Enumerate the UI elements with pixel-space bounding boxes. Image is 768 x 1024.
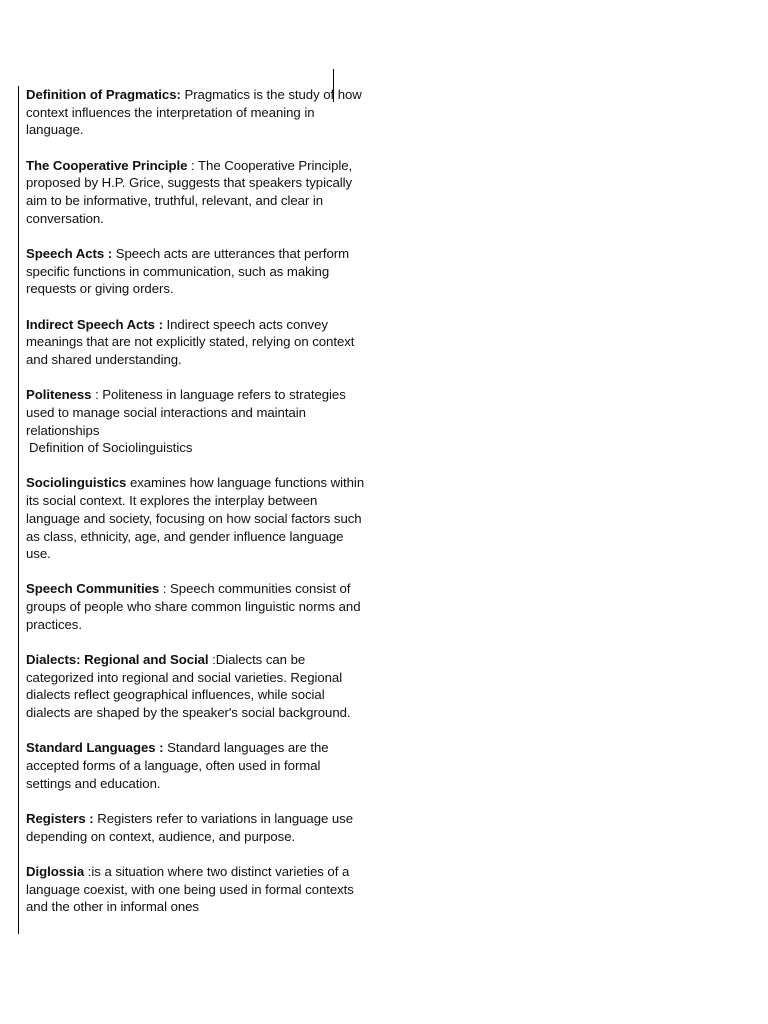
document-body[interactable] [26, 86, 366, 934]
term: Speech Acts : [26, 245, 113, 261]
term: Indirect Speech Acts : [26, 316, 163, 332]
entry-speech-communities [26, 580, 366, 633]
entry-standard-languages [26, 739, 366, 792]
term: The Cooperative Principle [26, 157, 188, 173]
definition: Registers refer to variations in language use depending on context, audience, and purpose. [26, 811, 354, 844]
entry-cooperative-principle [26, 157, 366, 228]
term: Dialects: Regional and Social [26, 652, 209, 668]
definition: Indirect speech acts convey meanings that are not explicitly stated, relying on context and shared understanding. [26, 316, 355, 367]
term: Speech Communities [26, 581, 160, 597]
definition: Speech acts are utterances that perform specific functions in communication, such as making requests or giving orders. [26, 245, 350, 297]
definition: :is a situation where two distinct varieties of a language coexist, with one being used in formal contexts and the other in informal ones [26, 863, 354, 915]
term: Registers : [26, 811, 94, 826]
term: Definition of Pragmatics: [26, 87, 181, 102]
term: Sociolinguistics [26, 475, 127, 491]
entry-speech-acts [26, 245, 366, 298]
definition: : The Cooperative Principle, proposed by H.P. Grice, suggests that speakers typically aim to be informative, truthful, relevant, and clear in conversation. [26, 157, 353, 226]
definition: :Dialects can be categorized into regional and social varieties. Regional dialects reflect geographical influences, while social dialects are shaped by the speaker's social background. [26, 652, 351, 721]
entry-dialects [26, 651, 366, 722]
definition: : Speech communities consist of groups of people who share common linguistic norms and practices. [26, 581, 361, 632]
entry-registers [26, 810, 366, 845]
definition: : Politeness in language refers to strategies used to manage social interactions and maintain relationships [26, 387, 346, 438]
definition: Standard languages are the accepted forms of a language, often used in formal settings and education. [26, 740, 329, 791]
left-margin-rule [18, 86, 19, 934]
entry-indirect-speech-acts [26, 316, 366, 369]
entry-diglossia [26, 863, 366, 916]
entry-sociolinguistics [26, 474, 366, 563]
term: Standard Languages : [26, 740, 164, 756]
definition: Pragmatics is the study of how context influences the interpretation of meaning in language. [26, 87, 362, 138]
entry-pragmatics [26, 86, 366, 139]
section-heading-sociolinguistics: Definition of Sociolinguistics [29, 440, 193, 456]
term: Politeness [26, 387, 92, 403]
entry-politeness [26, 386, 366, 439]
term: Diglossia [26, 863, 85, 879]
definition: examines how language functions within its social context. It explores the interplay between language and society, focusing on how social factors such as class, ethnicity, age, and gender influence language use. [26, 475, 365, 562]
